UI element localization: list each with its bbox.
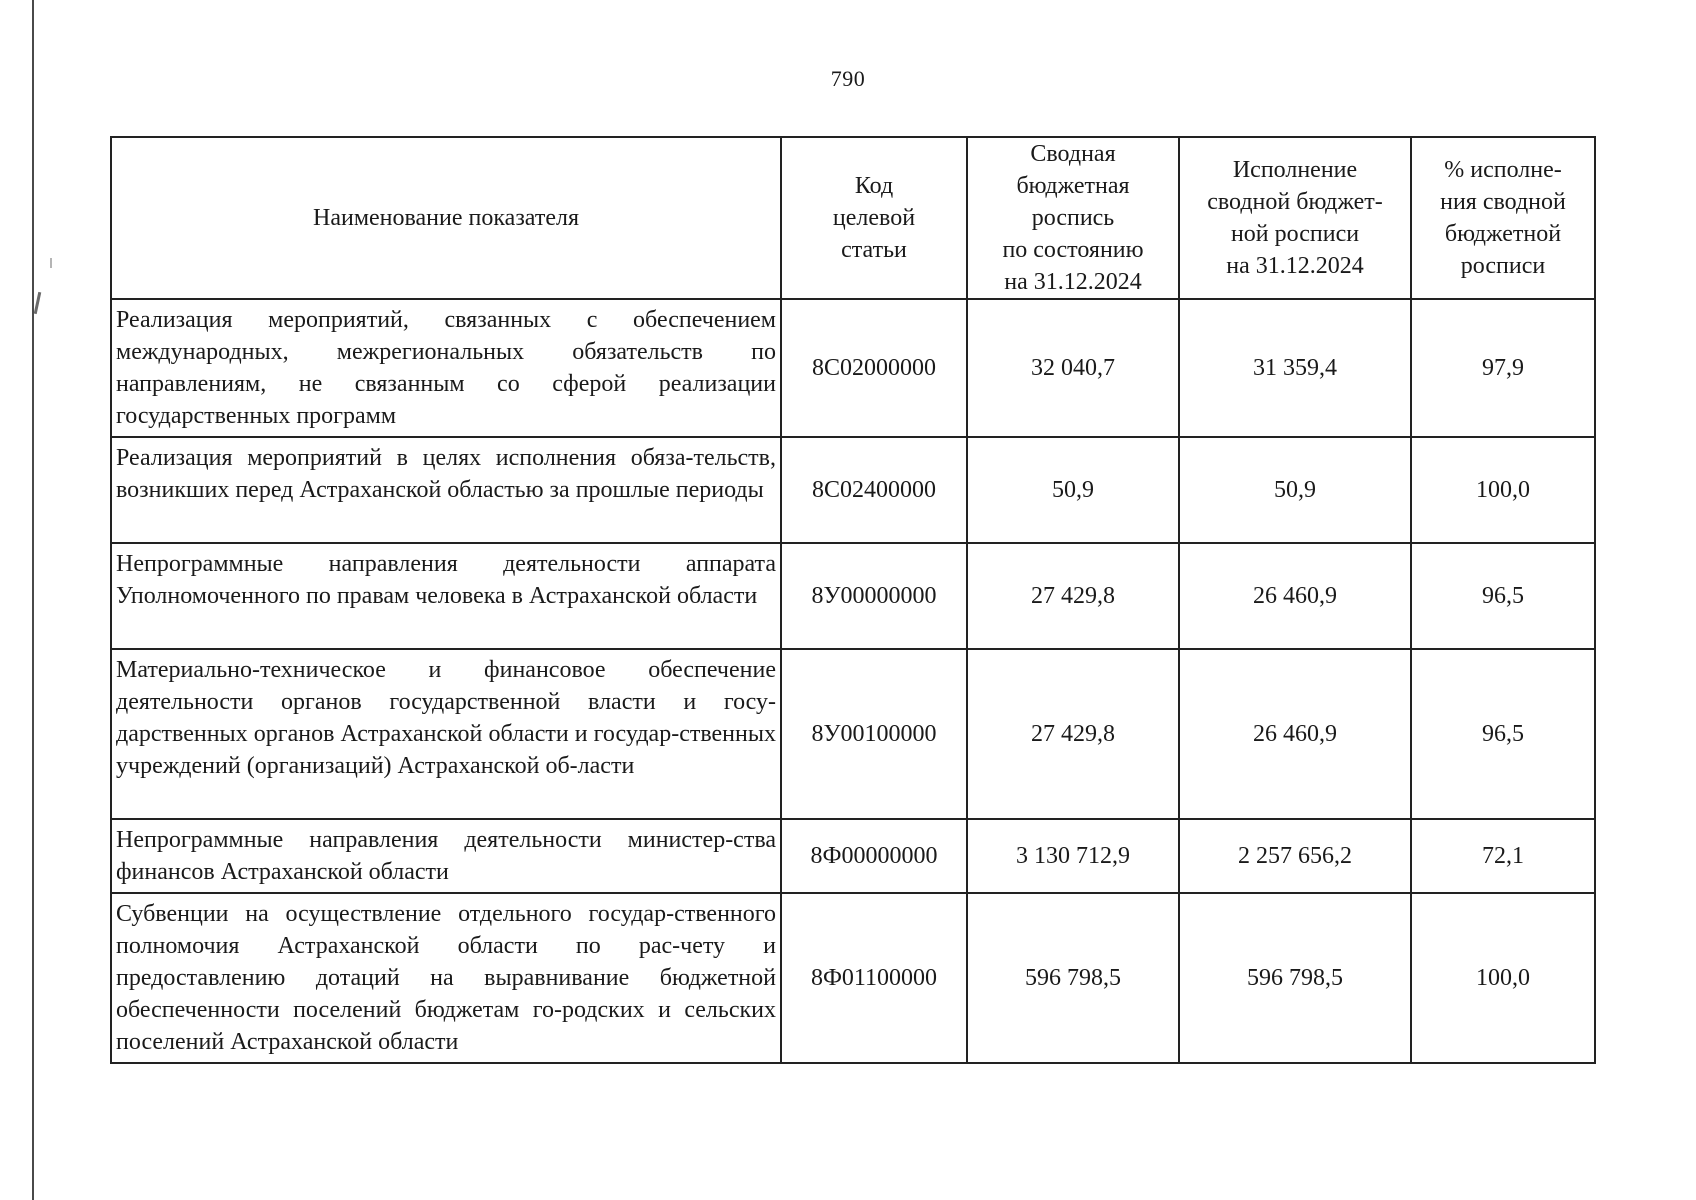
scan-speck [50, 258, 52, 268]
header-execution-percent: % исполне- ния сводной бюджетной росписи [1411, 137, 1595, 299]
table-row [111, 893, 1595, 1063]
scan-mark [34, 292, 42, 314]
header-budget-execution: Исполнение сводной бюджет- ной росписи на 31.12.2024 [1179, 137, 1411, 299]
budget-plan-cell: 32 040,7 [967, 299, 1179, 437]
budget-plan-cell: 596 798,5 [967, 893, 1179, 1063]
budget-execution-cell: 26 460,9 [1179, 649, 1411, 819]
target-code-cell: 8С02000000 [781, 299, 967, 437]
budget-execution-cell: 50,9 [1179, 437, 1411, 543]
target-code-cell: 8У00000000 [781, 543, 967, 649]
indicator-name-cell: Реализация мероприятий, связанных с обеспечением международных, межрегиональных обязательств по направлениям, не связанным со сферой реализации государственных программ [111, 299, 781, 437]
indicator-name-cell: Непрограммные направления деятельности аппарата Уполномоченного по правам человека в Астраханской области [111, 543, 781, 649]
budget-plan-cell: 3 130 712,9 [967, 819, 1179, 893]
target-code-cell: 8С02400000 [781, 437, 967, 543]
budget-plan-cell: 50,9 [967, 437, 1179, 543]
header-target-code: Код целевой статьи [781, 137, 967, 299]
target-code-cell: 8Ф01100000 [781, 893, 967, 1063]
page-number: 790 [830, 66, 866, 91]
header-indicator-name: Наименование показателя [111, 137, 781, 299]
indicator-name-cell: Субвенции на осуществление отдельного государ-ственного полномочия Астраханской области по рас-чету и предоставлению дотаций на выравнивание бюджетной обеспеченности поселений бюджетам го-родских и сельских поселений Астраханской области [111, 893, 781, 1063]
indicator-name-cell: Непрограммные направления деятельности министер-ства финансов Астраханской области [111, 819, 781, 893]
execution-percent-cell: 100,0 [1411, 437, 1595, 543]
table-row [111, 819, 1595, 893]
indicator-name-cell: Реализация мероприятий в целях исполнения обяза-тельств, возникших перед Астраханской областью за прошлые периоды [111, 437, 781, 543]
budget-execution-cell: 31 359,4 [1179, 299, 1411, 437]
target-code-cell: 8Ф00000000 [781, 819, 967, 893]
execution-percent-cell: 96,5 [1411, 543, 1595, 649]
budget-plan-cell: 27 429,8 [967, 649, 1179, 819]
budget-execution-table [110, 136, 1596, 1064]
table-header-row [111, 137, 1595, 299]
table-row [111, 543, 1595, 649]
execution-percent-cell: 96,5 [1411, 649, 1595, 819]
table-row [111, 649, 1595, 819]
budget-execution-cell: 596 798,5 [1179, 893, 1411, 1063]
target-code-cell: 8У00100000 [781, 649, 967, 819]
budget-execution-cell: 2 257 656,2 [1179, 819, 1411, 893]
header-budget-plan: Сводная бюджетная роспись по состоянию на 31.12.2024 [967, 137, 1179, 299]
indicator-name-cell: Материально-техническое и финансовое обеспечение деятельности органов государственной власти и госу-дарственных органов Астраханской области и государ-ственных учреждений (организаций) Астраханской об-ласти [111, 649, 781, 819]
execution-percent-cell: 97,9 [1411, 299, 1595, 437]
table-row [111, 437, 1595, 543]
scan-left-edge [32, 0, 34, 1200]
table-row [111, 299, 1595, 437]
budget-execution-cell: 26 460,9 [1179, 543, 1411, 649]
execution-percent-cell: 100,0 [1411, 893, 1595, 1063]
execution-percent-cell: 72,1 [1411, 819, 1595, 893]
budget-plan-cell: 27 429,8 [967, 543, 1179, 649]
